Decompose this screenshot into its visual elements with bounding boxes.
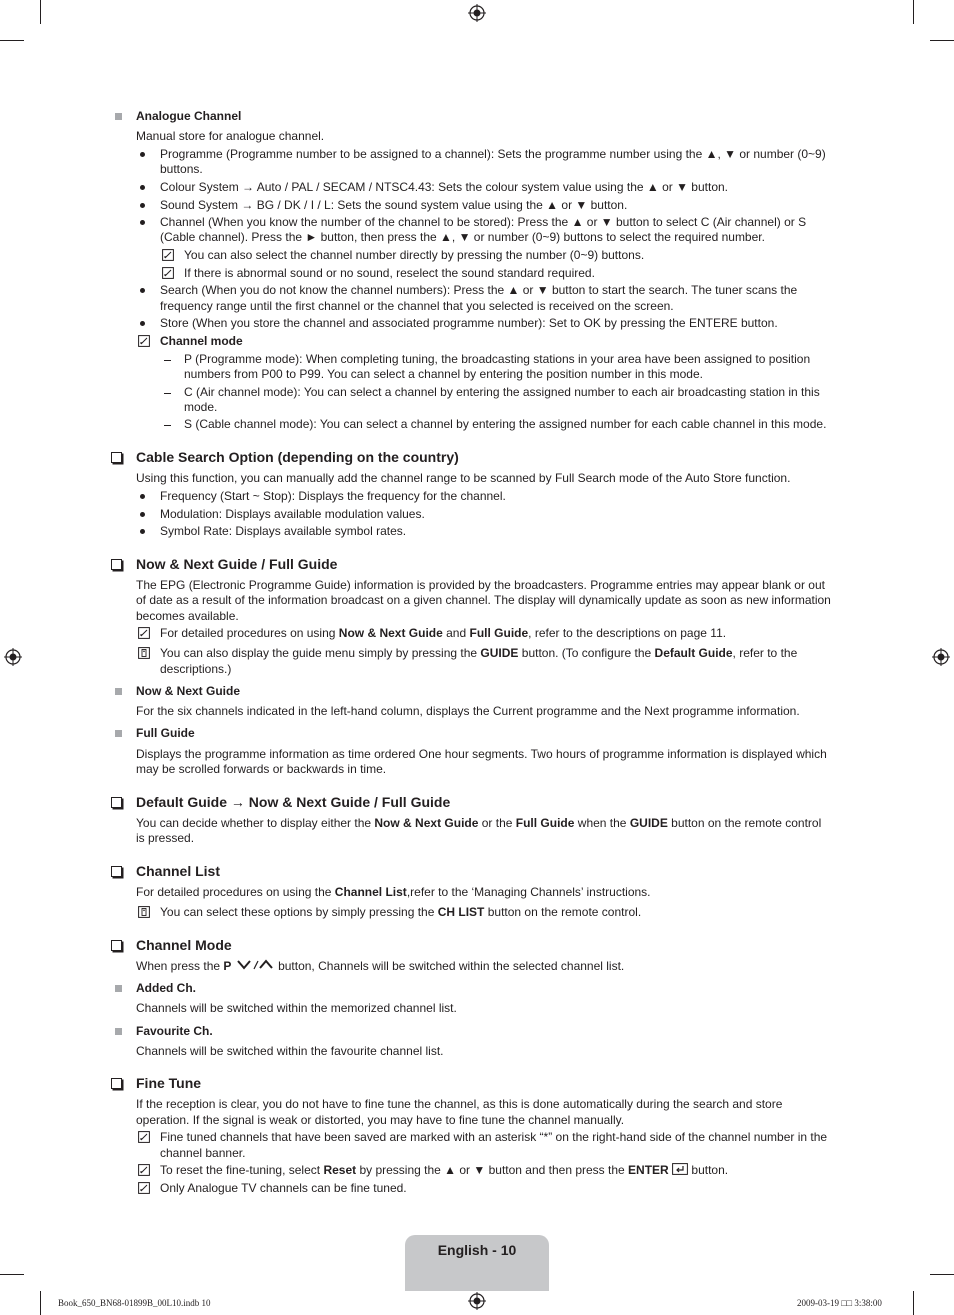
note-icon — [138, 335, 150, 347]
channel-list-text: For detailed procedures on using the Channel List,refer to the ‘Managing Channels’ instructions. — [136, 885, 651, 899]
remote-note-icon — [138, 647, 150, 659]
print-slug-left: Book_650_BN68-01899B_00L10.indb 10 — [58, 1298, 211, 1308]
added-ch-subtitle: Added Ch. — [136, 981, 196, 995]
full-guide-text-1: Displays the programme information as time ordered One hour segments. Two hours of programme information is displayed which — [136, 747, 827, 761]
default-guide-text-cont: is pressed. — [136, 831, 195, 845]
note-icon — [138, 1164, 150, 1176]
note-icon — [162, 249, 174, 261]
channel-mode-text: When press the P button, Channels will be switched within the selected channel list. — [136, 959, 625, 973]
bullet-icon — [140, 152, 145, 157]
bullet-icon — [140, 203, 145, 208]
now-next-guide-text: For the six channels indicated in the left-hand column, displays the Current programme and the Next programme information. — [136, 704, 800, 718]
channel-list-note: You can select these options by simply pressing the CH LIST button on the remote control. — [160, 905, 642, 919]
cable-bullet-frequency: Frequency (Start ~ Stop): Displays the frequency for the channel. — [160, 489, 506, 503]
channel-down-up-icon — [235, 959, 275, 971]
analogue-bullet-channel: Channel (When you know the number of the channel to be stored): Press the ▲ or ▼ button to select C (Air channel) or S — [160, 215, 807, 229]
analogue-bullet-store: Store (When you store the channel and associated programme number): Set to OK by pressing the ENTERE button. — [160, 316, 778, 330]
section-checkbox-icon — [111, 866, 122, 877]
fine-tune-title: Fine Tune — [136, 1075, 202, 1091]
full-guide-subtitle: Full Guide — [136, 726, 195, 740]
cable-bullet-modulation: Modulation: Displays available modulation values. — [160, 507, 425, 521]
note-icon — [162, 267, 174, 279]
full-guide-text-2: may be scrolled forwards or backwards in time. — [136, 762, 387, 776]
enter-icon — [672, 1163, 688, 1175]
channel-mode-p: P (Programme mode): When completing tuning, the broadcasting stations in your area have been assigned to position — [184, 352, 811, 366]
fine-tune-para-2: operation. If the signal is weak or distorted, you may have to fine tune the channel manually. — [136, 1113, 625, 1127]
channel-mode-title: Channel Mode — [136, 937, 232, 953]
fine-tune-note-analogue-only: Only Analogue TV channels can be fine tuned. — [160, 1181, 407, 1195]
subsection-square-icon — [115, 730, 122, 737]
analogue-bullet-search: Search (When you do not know the channel numbers): Press the ▲ or ▼ button to start the search. The tuner scans the — [160, 283, 798, 297]
note-icon — [138, 627, 150, 639]
channel-mode-note-title: Channel mode — [160, 334, 243, 348]
fine-tune-note-asterisk: Fine tuned channels that have been saved are marked with an asterisk “*” on the right-hand side of the channel number in the — [160, 1130, 828, 1144]
now-next-note-guide-button: You can also display the guide menu simply by pressing the GUIDE button. (To configure the Default Guide, refer to the — [160, 646, 798, 660]
subsection-square-icon — [115, 688, 122, 695]
now-next-guide-subtitle: Now & Next Guide — [136, 684, 241, 698]
analogue-intro: Manual store for analogue channel. — [136, 129, 325, 143]
subsection-square-icon — [115, 113, 122, 120]
fine-tune-note-reset: To reset the fine-tuning, select Reset by pressing the ▲ or ▼ button and then press the ENTER button. — [160, 1163, 729, 1177]
bullet-icon — [140, 321, 145, 326]
bullet-icon — [140, 529, 145, 534]
favourite-ch-text: Channels will be switched within the favourite channel list. — [136, 1044, 444, 1058]
analogue-note-abnormal-sound: If there is abnormal sound or no sound, reselect the sound standard required. — [184, 266, 595, 280]
subsection-square-icon — [115, 1028, 122, 1035]
section-checkbox-icon — [111, 1078, 122, 1089]
now-next-title: Now & Next Guide / Full Guide — [136, 556, 338, 572]
note-icon — [138, 1182, 150, 1194]
now-next-para-2: of date as a result of the information broadcast on a given channel. The display will dynamically update as soon as new information — [136, 593, 831, 607]
remote-note-icon — [138, 906, 150, 918]
note-icon — [138, 1131, 150, 1143]
favourite-ch-subtitle: Favourite Ch. — [136, 1024, 213, 1038]
analogue-note-direct-number: You can also select the channel number directly by pressing the number (0~9) buttons. — [184, 248, 645, 262]
bullet-icon — [140, 185, 145, 190]
cable-search-intro: Using this function, you can manually add the channel range to be scanned by Full Search mode of the Auto Store function. — [136, 471, 791, 485]
channel-mode-p-cont: numbers from P00 to P99. You can select a channel by entering the position number in this mode. — [184, 367, 703, 381]
default-guide-title: Default Guide → Now & Next Guide / Full Guide — [136, 794, 451, 810]
section-checkbox-icon — [111, 797, 122, 808]
fine-tune-para-1: If the reception is clear, you do not have to fine tune the channel, as this is done automatically during the search and store — [136, 1097, 783, 1111]
cable-search-title: Cable Search Option (depending on the country) — [136, 449, 459, 465]
analogue-bullet-search-cont: frequency range until the first channel or the channel that you selected is received on the screen. — [160, 299, 674, 313]
bullet-icon — [140, 220, 145, 225]
added-ch-text: Channels will be switched within the memorized channel list. — [136, 1001, 457, 1015]
dash-icon — [164, 360, 171, 361]
analogue-bullet-sound-system: Sound System → BG / DK / I / L: Sets the sound system value using the ▲ or ▼ button. — [160, 198, 628, 212]
now-next-note-guide-button-cont: descriptions.) — [160, 662, 232, 676]
now-next-para-3: becomes available. — [136, 609, 239, 623]
analogue-bullet-colour-system: Colour System → Auto / PAL / SECAM / NTSC4.43: Sets the colour system value using the ▲ or ▼ button. — [160, 180, 728, 194]
channel-list-title: Channel List — [136, 863, 221, 879]
bullet-icon — [140, 288, 145, 293]
fine-tune-note-asterisk-cont: channel banner. — [160, 1146, 246, 1160]
dash-icon — [164, 393, 171, 394]
channel-mode-s: S (Cable channel mode): You can select a channel by entering the assigned number for each cable channel in this mode. — [184, 417, 827, 431]
page-number-label: English - 10 — [437, 1242, 517, 1258]
section-checkbox-icon — [111, 452, 122, 463]
default-guide-text: You can decide whether to display either the Now & Next Guide or the Full Guide when the GUIDE button on the remote control — [136, 816, 822, 830]
now-next-para-1: The EPG (Electronic Programme Guide) information is provided by the broadcasters. Programme entries may appear blank or out — [136, 578, 825, 592]
section-checkbox-icon — [111, 559, 122, 570]
subsection-square-icon — [115, 985, 122, 992]
analogue-channel-title: Analogue Channel — [136, 109, 242, 123]
dash-icon — [164, 425, 171, 426]
bullet-icon — [140, 494, 145, 499]
analogue-bullet-channel-cont: (Cable channel). Press the ► button, then press the ▲, ▼ or number (0~9) buttons to select the required number. — [160, 230, 765, 244]
now-next-note-procedures: For detailed procedures on using Now & Next Guide and Full Guide, refer to the descriptions on page 11. — [160, 626, 727, 640]
channel-mode-c: C (Air channel mode): You can select a channel by entering the assigned number to each air broadcasting station in this — [184, 385, 820, 399]
analogue-bullet-programme-cont: buttons. — [160, 162, 203, 176]
bullet-icon — [140, 512, 145, 517]
analogue-bullet-programme: Programme (Programme number to be assigned to a channel): Sets the programme number using the ▲, ▼ or number (0~9) — [160, 147, 826, 161]
channel-mode-c-cont: mode. — [184, 400, 218, 414]
section-checkbox-icon — [111, 940, 122, 951]
cable-bullet-symbol-rate: Symbol Rate: Displays available symbol rates. — [160, 524, 407, 538]
print-slug-right: 2009-03-19 □□ 3:38:00 — [797, 1298, 882, 1308]
